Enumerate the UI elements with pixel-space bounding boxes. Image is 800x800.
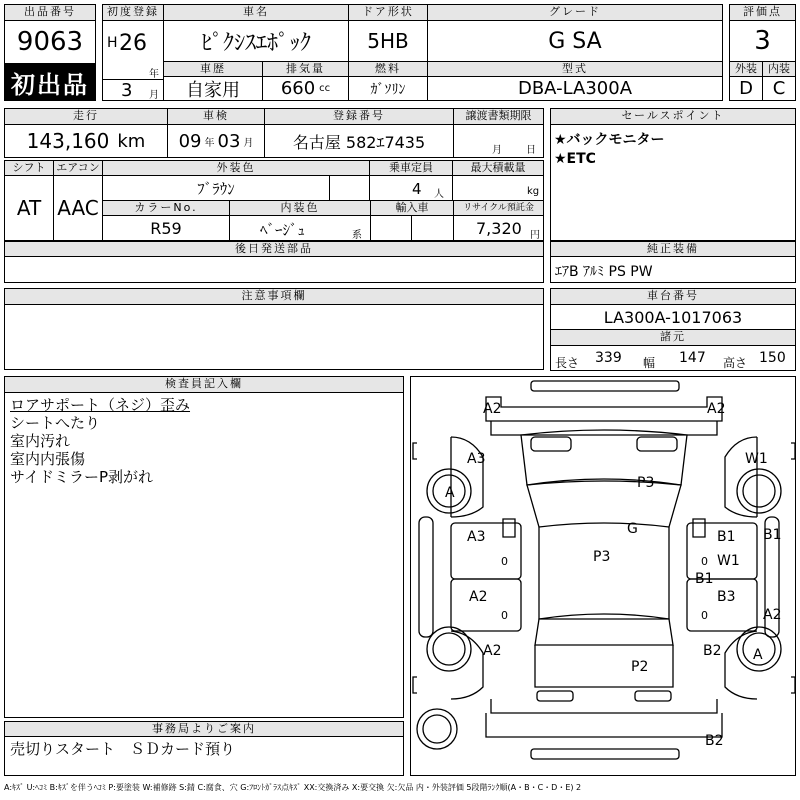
- damage-mark: B2: [705, 733, 724, 749]
- office-area: [4, 736, 404, 776]
- left-rear-quarter: [451, 631, 483, 699]
- score-value: 3: [729, 20, 796, 62]
- damage-mark: B2: [703, 643, 722, 659]
- ext-color-value: ﾌﾞﾗｳﾝ: [102, 175, 330, 201]
- inspector-line: サイドミラーP剥がれ: [10, 468, 153, 486]
- ext-color-label: 外装色: [102, 160, 370, 176]
- load-label: 最大積載量: [452, 160, 544, 176]
- hood: [521, 430, 687, 485]
- damage-mark: W1: [745, 451, 768, 467]
- damage-mark: A3: [467, 451, 486, 467]
- recycle-cell: [453, 215, 544, 241]
- mileage-unit: km: [117, 130, 146, 152]
- damage-mark: A2: [763, 607, 782, 623]
- car-name: ﾋﾟｸｼｽｴﾎﾟｯｸ: [163, 20, 349, 62]
- inspector-label: 検査員記入欄: [4, 376, 404, 393]
- transfer-month-unit: 月: [492, 145, 502, 156]
- inspection-label: 車検: [167, 108, 265, 125]
- damage-mark: A: [445, 485, 455, 501]
- front-lamp-left: [531, 437, 571, 451]
- rear-bumper: [486, 713, 722, 737]
- recycle-label: リサイクル預託金: [453, 200, 544, 216]
- chassis-label: 車台番号: [550, 288, 796, 305]
- damage-mark: 0: [701, 555, 708, 568]
- displacement-cell: [262, 76, 349, 101]
- reg-month: 3: [121, 80, 133, 101]
- mileage-label: 走行: [4, 108, 168, 125]
- sales-points-label: セールスポイント: [550, 108, 796, 125]
- month-unit: 月: [149, 90, 159, 101]
- damage-diagram: [410, 376, 796, 776]
- first-reg-label: 初度登録: [102, 4, 164, 21]
- load-unit: kg: [527, 186, 540, 197]
- fuel-value: ｶﾞｿﾘﾝ: [348, 76, 428, 101]
- height-value: 150: [759, 350, 786, 366]
- lot-label: 出品番号: [4, 4, 96, 21]
- ext-color-blank: [329, 175, 370, 201]
- dims-area: [550, 345, 796, 371]
- damage-mark: B1: [717, 529, 736, 545]
- transfer-day-unit: 日: [526, 145, 536, 156]
- genuine-label: 純正装備: [550, 241, 796, 257]
- damage-mark: A3: [467, 529, 486, 545]
- height-label: 高さ: [723, 356, 748, 370]
- chassis-value: LA300A-1017063: [550, 304, 796, 330]
- damage-mark: 0: [501, 609, 508, 622]
- car-diagram-svg: [411, 377, 797, 777]
- office-text: 売切りスタート ＳＤカード預り: [10, 740, 236, 758]
- car-name-label: 車名: [163, 4, 349, 21]
- fuel-label: 燃料: [348, 61, 428, 77]
- damage-mark: G: [627, 521, 638, 537]
- insp-year: 09: [178, 130, 202, 152]
- damage-mark: A2: [483, 401, 502, 417]
- tailgate: [535, 645, 673, 687]
- width-label: 幅: [643, 356, 656, 370]
- damage-mark: B1: [763, 527, 782, 543]
- capacity-value: 4: [412, 180, 422, 198]
- damage-mark: A2: [483, 643, 502, 659]
- damage-mark: B1: [695, 571, 714, 587]
- damage-mark: P2: [631, 659, 649, 675]
- model-label: 型式: [427, 61, 723, 77]
- int-color-value: ﾍﾞｰｼﾞｭ: [260, 221, 306, 239]
- inspector-line: ロアサポート（ネジ）歪み: [10, 396, 191, 414]
- damage-mark: A2: [707, 401, 726, 417]
- import-cell-a: [370, 215, 412, 241]
- inspector-line: 室内内張傷: [10, 450, 86, 468]
- sales-points-area: [550, 124, 796, 241]
- shift-label: シフト: [4, 160, 54, 176]
- damage-mark: 0: [701, 609, 708, 622]
- capacity-label: 乗車定員: [369, 160, 453, 176]
- dims-label: 諸元: [550, 329, 796, 346]
- length-value: 339: [595, 350, 622, 366]
- first-reg-year-cell: [102, 20, 164, 80]
- office-label: 事務局よりご案内: [4, 721, 404, 737]
- damage-mark: P3: [637, 475, 655, 491]
- recycle-unit: 円: [530, 230, 540, 241]
- model-value: DBA-LA300A: [427, 76, 723, 101]
- shift-value: AT: [4, 175, 54, 241]
- recycle-value: 7,320: [476, 219, 522, 238]
- exterior-score: D: [729, 76, 763, 101]
- notes-label: 注意事項欄: [4, 288, 544, 305]
- genuine-value: ｴｱB ｱﾙﾐ PS PW: [555, 264, 653, 280]
- inspector-line: 室内汚れ: [10, 432, 71, 450]
- import-label: 輸入車: [370, 200, 454, 216]
- reg-year: 26: [119, 31, 147, 56]
- inspector-area: [4, 392, 404, 718]
- reg-value: 名古屋 582ｴ7435: [264, 124, 454, 158]
- transfer-cell: [453, 124, 544, 158]
- insp-month: 03: [217, 130, 241, 152]
- interior-score: C: [762, 76, 796, 101]
- inspection-cell: [167, 124, 265, 158]
- right-rear-quarter: [725, 631, 757, 699]
- reg-label: 登録番号: [264, 108, 454, 125]
- transfer-label: 譲渡書類期限: [453, 108, 544, 125]
- later-parts-label: 後日発送部品: [4, 241, 544, 257]
- length-label: 長さ: [555, 356, 580, 370]
- legend-text: A:ｷｽﾞ U:ﾍｺﾐ B:ｷｽﾞを伴うﾍｺﾐ P:要塗装 W:補修跡 S:錆 C:腐食、穴 G:ﾌﾛﾝﾄｶﾞﾗｽ点ｷｽﾞ XX:交換済み X:要交換 欠:欠品 内・外装評価 5段階ﾗﾝｸ順(A・B・C・D・E) 2: [4, 783, 582, 792]
- notes-area: [4, 304, 544, 370]
- score-label: 評価点: [729, 4, 796, 21]
- capacity-unit: 人: [434, 189, 444, 200]
- displacement-value: 660: [280, 78, 316, 99]
- int-color-cell: [229, 215, 371, 241]
- rear-bumper-bottom: [531, 749, 679, 759]
- first-listing-badge: 初出品: [4, 63, 96, 101]
- load-cell: [452, 175, 544, 201]
- color-no-value: R59: [102, 215, 230, 241]
- damage-mark: B3: [717, 589, 736, 605]
- damage-mark: 0: [501, 555, 508, 568]
- front-bumper: [486, 397, 722, 421]
- displacement-unit: cc: [319, 83, 331, 94]
- left-sill: [419, 517, 433, 637]
- left-rear-door: [451, 579, 521, 631]
- era: H: [107, 35, 118, 51]
- displacement-label: 排気量: [262, 61, 349, 77]
- grade-value: G SA: [427, 20, 723, 62]
- front-lamp-right: [637, 437, 677, 451]
- color-no-label: カラーNo.: [102, 200, 230, 216]
- damage-mark: W1: [717, 553, 740, 569]
- insp-month-unit: 月: [243, 137, 254, 149]
- first-reg-month-cell: [102, 79, 164, 101]
- history-value: 自家用: [163, 76, 263, 101]
- windshield: [527, 479, 681, 527]
- roof: [539, 527, 669, 619]
- mileage-cell: [4, 124, 168, 158]
- rear-lamp-right: [635, 691, 671, 701]
- later-parts-area: [4, 256, 544, 283]
- inspector-line: シートへたり: [10, 414, 101, 432]
- year-unit: 年: [149, 69, 159, 80]
- insp-year-unit: 年: [204, 137, 215, 149]
- lot-number: 9063: [4, 20, 96, 64]
- ac-value: AAC: [53, 175, 103, 241]
- damage-mark: A: [753, 647, 763, 663]
- history-label: 車歴: [163, 61, 263, 77]
- mileage-value: 143,160: [26, 129, 110, 153]
- sales-point-item: ★バックモニター: [554, 132, 665, 148]
- door-label: ドア形状: [348, 4, 428, 21]
- ac-label: エアコン: [53, 160, 103, 176]
- left-front-door: [451, 523, 521, 579]
- grade-label: グレード: [427, 4, 723, 21]
- int-color-unit: 系: [352, 230, 362, 241]
- damage-mark: A2: [469, 589, 488, 605]
- capacity-cell: [369, 175, 453, 201]
- genuine-area: [550, 256, 796, 283]
- door-value: 5HB: [348, 20, 428, 62]
- damage-mark: P3: [593, 549, 611, 565]
- rear-lamp-left: [537, 691, 573, 701]
- interior-label: 内装: [762, 61, 796, 77]
- int-color-label: 内装色: [229, 200, 371, 216]
- import-cell-b: [411, 215, 454, 241]
- width-value: 147: [679, 350, 706, 366]
- sales-point-item: ★ETC: [554, 151, 596, 167]
- front-bumper-top: [531, 381, 679, 391]
- exterior-label: 外装: [729, 61, 763, 77]
